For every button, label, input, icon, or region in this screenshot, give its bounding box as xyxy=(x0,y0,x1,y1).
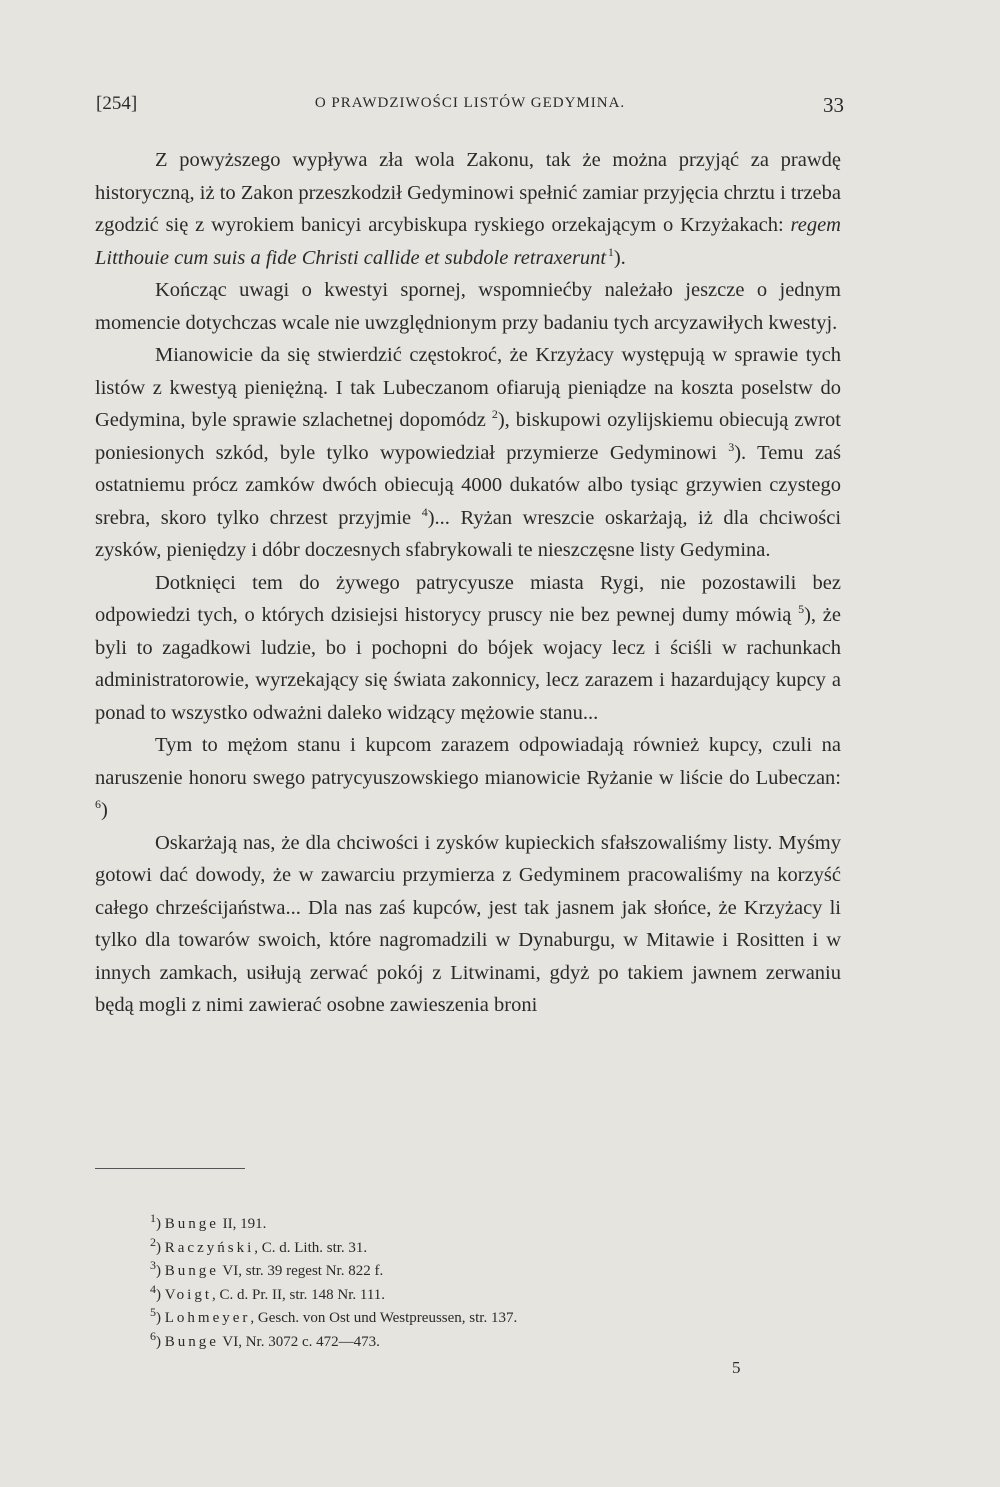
running-title: O PRAWDZIWOŚCI LISTÓW GEDYMINA. xyxy=(314,95,626,111)
footnotes xyxy=(150,1213,750,1354)
footnote-ref: 3 xyxy=(728,439,735,454)
footnote-mark: 3 xyxy=(150,1258,156,1272)
paragraph-text: Oskarżają nas, że dla chciwości i zysków kupieckich sfałszowaliśmy listy. Myśmy gotowi dać dowody, że w zawarciu przymierza z Gedyminem pracowaliśmy na korzyść całego chrześcijaństwa... Dla nas zaś kupców, jest tak jasnem jak słońce, że Krzyżacy li tylko dla towarów swoich, które nagromadzili w Dynaburgu, w Mitawie i Rositten i w innych zamkach, usiłują zerwać pokój z Litwinami, gdyż po takiem jawnem zerwaniu będą mogli z nimi zawierać osobne zawieszenia broni xyxy=(95,831,841,1016)
footnote-text: II, 191. xyxy=(218,1216,267,1232)
footnote-text: , C. d. Lith. str. 31. xyxy=(254,1239,368,1256)
paragraph-text: Tym to mężom stanu i kupcom zarazem odpowiadają również kupcy, czuli na naruszenie honoru swego patrycyuszowskiego mianowicie Ryżanie w liście do Lubeczan: xyxy=(95,734,841,789)
page-number: 33 xyxy=(823,93,844,117)
running-header xyxy=(96,93,844,123)
footnote-mark: 1 xyxy=(150,1211,156,1225)
footnote: $^1$) Bunge II, 191. xyxy=(150,1211,267,1232)
footnote: $^4$) Voigt, C. d. Pr. II, str. 148 Nr. 111. xyxy=(150,1281,386,1303)
footnote-divider xyxy=(95,1168,245,1169)
footnote-author: Bunge xyxy=(164,1263,219,1279)
latin-quote: regem Litthouie cum suis a fide Christi callide et subdole retraxerunt xyxy=(95,214,841,269)
paragraph-text: Mianowicie da się stwierdzić częstokroć, że Krzyżacy występują w sprawie tych listów z kwestyą pieniężną. I tak Lubeczanom ofiarują pieniądze na koszta poselstw do Gedymina, byle sprawie szlachetnej dopomódz xyxy=(95,344,841,431)
footnote-mark: 4 xyxy=(150,1281,156,1296)
footnote-author: Lohmeyer xyxy=(164,1310,251,1326)
footnote-text: , Gesch. von Ost und Westpreussen, str. 137. xyxy=(250,1310,518,1326)
footnote-mark: 5 xyxy=(150,1305,156,1319)
paragraph xyxy=(95,827,841,1022)
paragraph-text: ). xyxy=(613,246,626,269)
paragraph-text: ), biskupowi ozylijskiemu obiecują zwrot poniesionych szkód, byle tylko wypowiedział przymierze Gedyminowi xyxy=(95,409,841,464)
footnote-ref: 4 xyxy=(421,504,428,519)
footnote: $^5$) Lohmeyer, Gesch. von Ost und Westpreussen, str. 137. xyxy=(150,1305,518,1326)
paragraph xyxy=(95,274,841,339)
paragraph xyxy=(95,144,841,274)
footnote-author: Bunge xyxy=(164,1216,219,1232)
footnote-ref: 1 xyxy=(607,244,614,259)
paragraph-text: Dotknięci tem do żywego patrycyusze miasta Rygi, nie pozostawili bez odpowiedzi tych, o których dzisiejsi historycy pruscy nie bez pewnej dumy mówią xyxy=(95,571,841,626)
footnote: $^2$) Raczyński, C. d. Lith. str. 31. xyxy=(150,1234,368,1256)
footnote: $^6$) Bunge VI, Nr. 3072 c. 472—473. xyxy=(150,1328,380,1350)
paragraph xyxy=(95,729,841,827)
main-text xyxy=(95,144,841,1022)
footnote-ref: 2 xyxy=(491,407,498,422)
footnote-author: Voigt xyxy=(164,1286,212,1303)
footnote: $^3$) Bunge VI, str. 39 regest Nr. 822 f. xyxy=(150,1258,384,1279)
paragraph-text: Kończąc uwagi o kwestyi spornej, wspomniećby należało jeszcze o jednym momencie dotychczas wcale nie uwzględnionym przy badaniu tych arcyzawiłych kwestyj. xyxy=(95,279,841,334)
paragraph xyxy=(95,339,841,567)
paragraph-text: Z powyższego wypływa zła wola Zakonu, tak że można przyjąć za prawdę historyczną, iż to Zakon przeszkodził Gedyminowi spełnić zamiar przyjęcia chrztu i trzeba zgodzić się z wyrokiem banicyi arcybiskupa ryskiego orzekającym o Krzyżakach: xyxy=(95,149,841,236)
bracket-page-number: [254] xyxy=(96,93,138,114)
paragraph-text: ) xyxy=(101,799,108,821)
footnote-author: Raczyński xyxy=(164,1239,255,1256)
signature-mark: 5 xyxy=(732,1358,741,1377)
paragraph-text: ), że byli to zagadkowi ludzie, bo i pochopni do bójek wojacy lecz i ściśli w rachunkach administratorowie, wyrzekający się świata zakonnicy, lecz zarazem i hazardujący kupcy a ponad to wszystko odważni daleko widzący mężowie stanu... xyxy=(95,604,841,724)
footnote-mark: 2 xyxy=(150,1234,156,1249)
paragraph xyxy=(95,567,841,730)
footnote-author: Bunge xyxy=(164,1333,219,1350)
footnote-mark: 6 xyxy=(150,1328,156,1343)
footnote-text: VI, str. 39 regest Nr. 822 f. xyxy=(218,1263,384,1279)
footnote-ref: 6 xyxy=(95,797,101,812)
paragraph-text: ). Temu zaś ostatniemu prócz zamków dwóch obiecują 4000 dukatów albo tysiąc grzywien czystego srebra, skoro tylko chrzest przyjmie xyxy=(95,441,841,529)
footnote-text: VI, Nr. 3072 c. 472—473. xyxy=(218,1333,380,1350)
paragraph-text: )... Ryżan wreszcie oskarżają, iż dla chciwości zysków, pieniędzy i dóbr doczesnych sfabrykowali te nieszczęsne listy Gedymina. xyxy=(95,506,842,561)
footnote-text: , C. d. Pr. II, str. 148 Nr. 111. xyxy=(211,1286,386,1303)
footnote-ref: 5 xyxy=(798,602,805,617)
